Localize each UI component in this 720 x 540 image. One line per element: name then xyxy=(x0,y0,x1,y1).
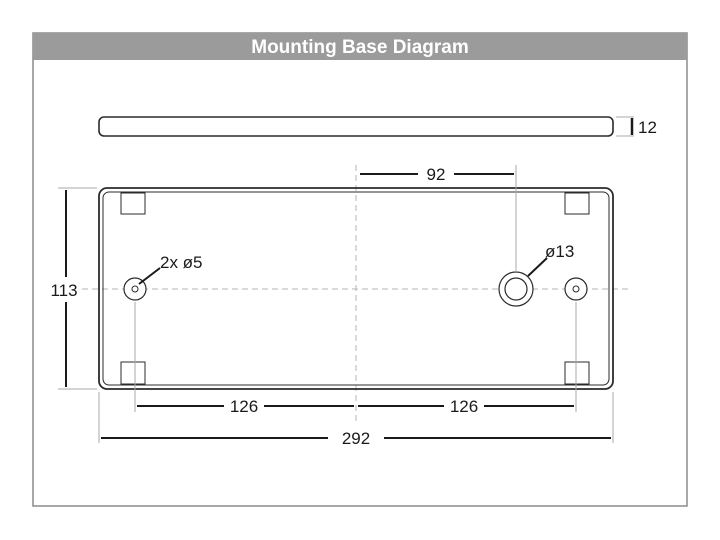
thickness-label: 12 xyxy=(638,118,657,137)
diagram-title: Mounting Base Diagram xyxy=(251,37,469,58)
height-label: 113 xyxy=(50,281,78,300)
small-hole-right xyxy=(565,278,587,300)
hole-spacing-label: 92 xyxy=(426,165,446,184)
large-hole-label: ø13 xyxy=(545,242,575,261)
large-hole xyxy=(499,272,533,306)
overall-length-label: 292 xyxy=(341,429,371,448)
right-half-label: 126 xyxy=(449,397,479,416)
small-hole-label: 2x ø5 xyxy=(160,253,203,272)
left-half-label: 126 xyxy=(229,397,259,416)
